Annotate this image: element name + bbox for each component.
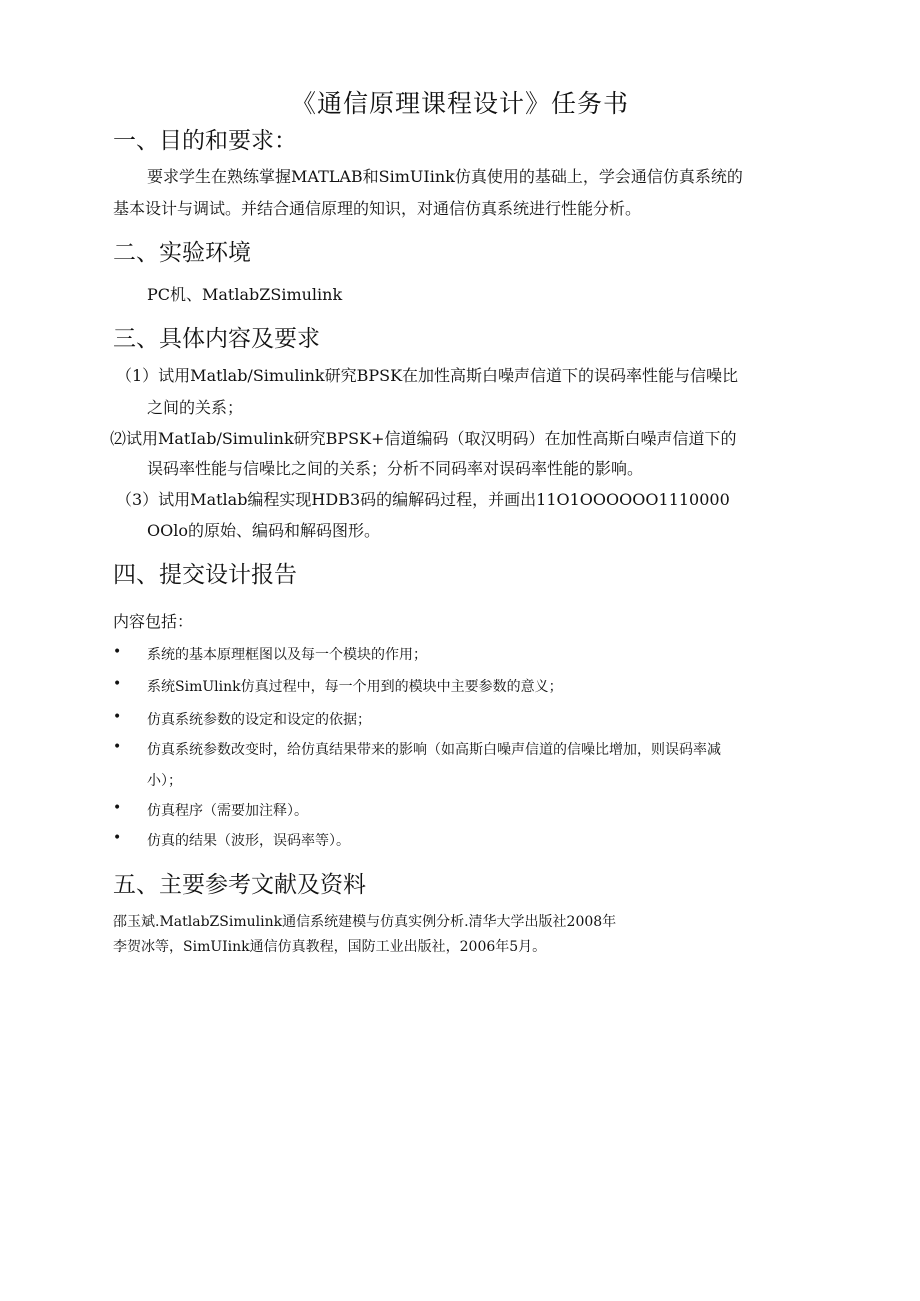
bullet-2-marker: • — [113, 676, 122, 692]
bullet-2-text: 系统SimUlink仿真过程中，每一个用到的模块中主要参数的意义； — [147, 679, 563, 695]
section-5-heading: 五、主要参考文献及资料 — [113, 872, 366, 898]
bullet-6-text: 仿真的结果（波形，误码率等）。 — [147, 833, 350, 849]
reference-2: 李贺冰等，SimUIink通信仿真教程，国防工业出版社，2006年5月。 — [113, 939, 547, 955]
bullet-3-marker: • — [113, 709, 122, 725]
reference-1: 邵玉斌.MatlabZSimulink通信系统建模与仿真实例分析.清华大学出版社2008年 — [113, 914, 617, 930]
bullet-5-marker: • — [113, 800, 122, 816]
section-1-text-line-1: 要求学生在熟练掌握MATLAB和SimUIink仿真使用的基础上，学会通信仿真系统的 — [147, 167, 743, 186]
section-3-heading: 三、具体内容及要求 — [113, 326, 320, 352]
section-1-heading: 一、目的和要求： — [113, 128, 297, 154]
section-1-text-line-2: 基本设计与调试。并结合通信原理的知识，对通信仿真系统进行性能分析。 — [113, 199, 642, 218]
bullet-1-text: 系统的基本原理框图以及每一个模块的作用； — [147, 647, 427, 663]
section-2-text: PC机、MatlabZSimulink — [147, 285, 343, 304]
item-2-line-1: ⑵试用MatIab/Simulink研究BPSK+信道编码（取汉明码）在加性高斯白噪声信道下的 — [110, 429, 737, 448]
bullet-1-marker: • — [113, 644, 122, 660]
section-4-heading: 四、提交设计报告 — [113, 562, 297, 588]
bullet-5-text: 仿真程序（需要加注释）。 — [147, 803, 308, 819]
bullet-3-text: 仿真系统参数的设定和设定的依据； — [147, 712, 371, 728]
item-1-line-1: （1）试用Matlab/Simulink研究BPSK在加性高斯白噪声信道下的误码率性能与信噪比 — [116, 366, 739, 385]
bullet-4-text-line-2: 小）； — [147, 773, 182, 789]
bullet-6-marker: • — [113, 830, 122, 846]
item-1-line-2: 之间的关系； — [147, 398, 244, 417]
item-3-line-1: （3）试用Matlab编程实现HDB3码的编解码过程，并画出11O1OOOOOO1110000 — [116, 490, 730, 509]
document-title: 《通信原理课程设计》任务书 — [290, 89, 629, 118]
bullet-4-marker: • — [113, 739, 122, 755]
section-4-intro: 内容包括： — [113, 612, 194, 631]
section-2-heading: 二、实验环境 — [113, 240, 251, 266]
item-2-line-2: 误码率性能与信噪比之间的关系；分析不同码率对误码率性能的影响。 — [147, 459, 644, 478]
item-3-line-2: OOlo的原始、编码和解码图形。 — [147, 521, 380, 540]
bullet-4-text-line-1: 仿真系统参数改变时，给仿真结果带来的影响（如高斯白噪声信道的信噪比增加，则误码率减 — [147, 742, 721, 758]
